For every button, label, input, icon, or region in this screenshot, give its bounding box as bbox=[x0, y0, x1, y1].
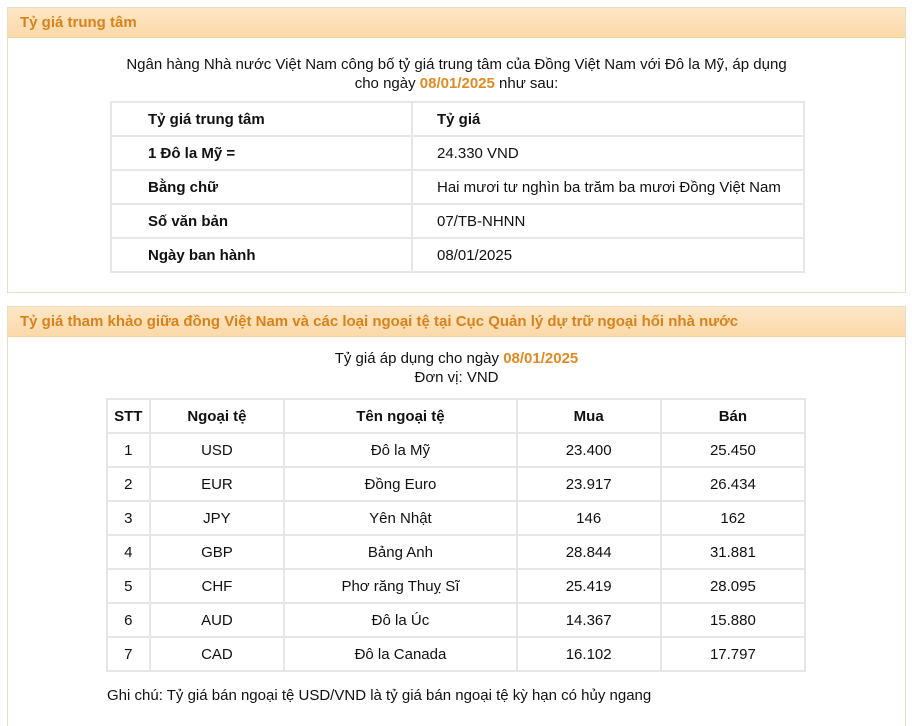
central-rate-value: Tỷ giá bbox=[412, 102, 804, 136]
currency-name: Bảng Anh bbox=[284, 535, 516, 569]
central-rate-label: Ngày ban hành bbox=[111, 238, 412, 272]
central-rate-row bbox=[111, 238, 804, 272]
row-index: 1 bbox=[107, 433, 150, 467]
sell-rate: 25.450 bbox=[661, 433, 805, 467]
column-header: Mua bbox=[517, 399, 661, 433]
central-rate-row bbox=[111, 170, 804, 204]
table-row bbox=[107, 637, 805, 671]
applied-date-line bbox=[8, 349, 905, 368]
buy-rate: 23.400 bbox=[517, 433, 661, 467]
table-row bbox=[107, 433, 805, 467]
column-header: Tên ngoại tệ bbox=[284, 399, 516, 433]
currency-code: USD bbox=[150, 433, 285, 467]
buy-rate: 25.419 bbox=[517, 569, 661, 603]
reference-rate-panel bbox=[7, 306, 906, 726]
reference-rate-table bbox=[106, 398, 806, 672]
row-index: 5 bbox=[107, 569, 150, 603]
buy-rate: 23.917 bbox=[517, 467, 661, 501]
central-rate-row bbox=[111, 102, 804, 136]
currency-name: Đô la Mỹ bbox=[284, 433, 516, 467]
sell-rate: 15.880 bbox=[661, 603, 805, 637]
currency-name: Yên Nhật bbox=[284, 501, 516, 535]
applied-date: 08/01/2025 bbox=[503, 350, 579, 367]
central-rate-intro bbox=[8, 55, 905, 93]
currency-code: GBP bbox=[150, 535, 285, 569]
reference-rate-intro bbox=[8, 349, 905, 387]
currency-code: CAD bbox=[150, 637, 285, 671]
table-row bbox=[107, 603, 805, 637]
sell-rate: 31.881 bbox=[661, 535, 805, 569]
row-index: 2 bbox=[107, 467, 150, 501]
intro-suffix: như sau: bbox=[499, 75, 559, 92]
intro-prefix: cho ngày bbox=[354, 75, 416, 92]
table-row bbox=[107, 467, 805, 501]
central-rate-value: 07/TB-NHNN bbox=[412, 204, 804, 238]
intro-line-2 bbox=[8, 74, 905, 93]
table-row bbox=[107, 535, 805, 569]
unit-label: Đơn vị: VND bbox=[414, 369, 499, 386]
applied-prefix: Tỷ giá áp dụng cho ngày bbox=[334, 350, 500, 367]
column-header: Ngoại tệ bbox=[150, 399, 285, 433]
table-row bbox=[107, 569, 805, 603]
central-rate-table bbox=[110, 101, 805, 273]
buy-rate: 16.102 bbox=[517, 637, 661, 671]
buy-rate: 28.844 bbox=[517, 535, 661, 569]
buy-rate: 14.367 bbox=[517, 603, 661, 637]
row-index: 6 bbox=[107, 603, 150, 637]
intro-line-1: Ngân hàng Nhà nước Việt Nam công bố tỷ giá trung tâm của Đồng Việt Nam với Đô la Mỹ, áp dụng bbox=[126, 56, 787, 73]
sell-rate: 28.095 bbox=[661, 569, 805, 603]
intro-date: 08/01/2025 bbox=[419, 75, 495, 92]
currency-code: JPY bbox=[150, 501, 285, 535]
reference-rate-title: Tỷ giá tham khảo giữa đồng Việt Nam và các loại ngoại tệ tại Cục Quản lý dự trữ ngoại hối nhà nước bbox=[8, 307, 905, 337]
row-index: 4 bbox=[107, 535, 150, 569]
row-index: 7 bbox=[107, 637, 150, 671]
central-rate-label: Tỷ giá trung tâm bbox=[111, 102, 412, 136]
sell-rate: 162 bbox=[661, 501, 805, 535]
central-rate-value: Hai mươi tư nghìn ba trăm ba mươi Đồng Việt Nam bbox=[412, 170, 804, 204]
column-header: STT bbox=[107, 399, 150, 433]
central-rate-row bbox=[111, 204, 804, 238]
central-rate-label: Số văn bản bbox=[111, 204, 412, 238]
buy-rate: 146 bbox=[517, 501, 661, 535]
currency-code: EUR bbox=[150, 467, 285, 501]
reference-rate-header-row bbox=[107, 399, 805, 433]
central-rate-panel bbox=[7, 7, 906, 293]
currency-code: AUD bbox=[150, 603, 285, 637]
central-rate-title: Tỷ giá trung tâm bbox=[8, 8, 905, 38]
central-rate-label: 1 Đô la Mỹ = bbox=[111, 136, 412, 170]
currency-name: Đồng Euro bbox=[284, 467, 516, 501]
sell-rate: 26.434 bbox=[661, 467, 805, 501]
central-rate-value: 08/01/2025 bbox=[412, 238, 804, 272]
central-rate-row bbox=[111, 136, 804, 170]
sell-rate: 17.797 bbox=[661, 637, 805, 671]
central-rate-value: 24.330 VND bbox=[412, 136, 804, 170]
central-rate-label: Bằng chữ bbox=[111, 170, 412, 204]
currency-name: Phơ răng Thuỵ Sĩ bbox=[284, 569, 516, 603]
table-row bbox=[107, 501, 805, 535]
currency-name: Đô la Canada bbox=[284, 637, 516, 671]
currency-name: Đô la Úc bbox=[284, 603, 516, 637]
column-header: Bán bbox=[661, 399, 805, 433]
row-index: 3 bbox=[107, 501, 150, 535]
currency-code: CHF bbox=[150, 569, 285, 603]
note-text: Ghi chú: Tỷ giá bán ngoại tệ USD/VND là tỷ giá bán ngoại tệ kỳ hạn có hủy ngang bbox=[107, 687, 652, 704]
